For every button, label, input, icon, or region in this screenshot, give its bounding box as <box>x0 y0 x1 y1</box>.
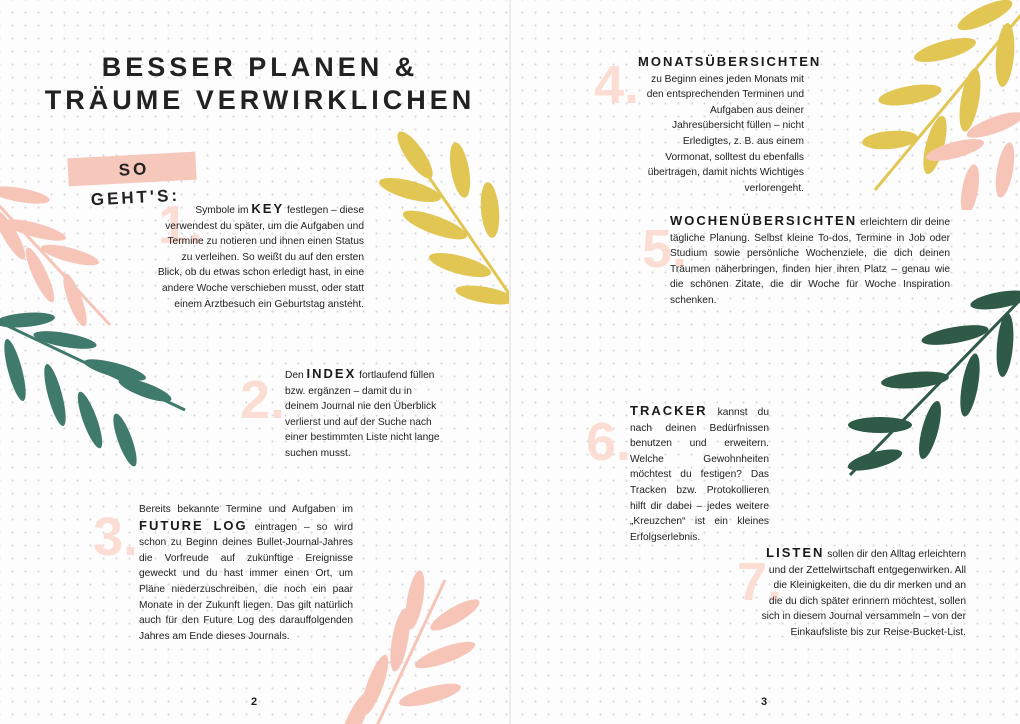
section-4-number: 4. <box>594 55 640 115</box>
green-leaf-branch-left-decoration <box>0 300 195 480</box>
section-5-number: 5. <box>642 219 688 279</box>
section-6-text: TRACKER kannst du nach deinen Bedürfnissen benutzen und erweitern. Welche Gewohnheiten möchtest du festigen? Das Tracken bzw. Protokollieren hilft dir dabei – jedes weitere „Kreuzchen“ ist ein kleines Erfolgserlebnis. <box>630 403 769 543</box>
section-1-keyword: KEY <box>251 201 285 216</box>
section-1-text: Symbole im KEY festlegen – diese verwendest du später, um die Aufgaben und Termine zu notieren und ihnen einen Status zu verleihen. So weißt du auf den ersten Blick, ob du etwas schon erledigt hast, in eine andere Woche verschieben musst, oder statt einem Arztbesuch ein Geburtstag ansteht. <box>157 201 364 310</box>
yellow-leaf-branch-decoration <box>375 125 510 310</box>
section-3-text: Bereits bekannte Termine und Aufgaben im FUTURE LOG eintragen – so wird schon zu Beginn deines Bullet-Journal-Jahres die Vorfreude auf zukünftige Ereignisse geweckt und du hast immer einen Ort, um Pläne niederzuschreiben, die noch ein paar Monate in der Zukunft liegen. Das gilt natürlich auch für den Future Log des darauffolgenden Jahres am Ende dieses Journals. <box>139 504 353 642</box>
book-spine <box>509 0 511 724</box>
section-6-keyword: TRACKER <box>630 403 708 418</box>
page-title-line-1: BESSER PLANEN & <box>101 52 419 82</box>
subtitle: SO GEHT'S: <box>90 159 181 210</box>
page-number-right: 3 <box>761 696 768 708</box>
section-3-number: 3. <box>93 507 139 567</box>
section-4-keyword: MONATSÜBERSICHTEN <box>638 54 822 69</box>
section-2-text: Den INDEX fortlaufend füllen bzw. ergänzen – damit du in deinem Journal nie den Überblick verlierst und auf der Suche nach einer bestimmten Liste nicht lange suchen musst. <box>285 366 440 459</box>
section-5-text: WOCHENÜBERSICHTEN erleichtern dir deine tägliche Planung. Selbst kleine To-dos, Termine in Job oder Studium sowie persönliche Wochenziele, die dich deinen Träumen näherbringen, finden hier ihren Platz – genau wie die schönen Zitate, die dir Woche für Woche Inspiration schenken. <box>670 213 950 306</box>
yellow-pink-leaf-branch-decoration <box>855 0 1020 210</box>
section-7-text: LISTEN sollen dir den Alltag erleichtern und der Zettelwirtschaft entgegenwirken. All die Kleinigkeiten, die du dir merken und an die du dich später erinnern möchtest, sollen sich in diesem Journal versammeln – von der Einkaufsliste bis zur Reise-Bucket-List. <box>761 545 966 638</box>
section-1-number: 1. <box>158 195 204 255</box>
page-number-left: 2 <box>251 696 258 708</box>
section-2-keyword: INDEX <box>306 366 357 381</box>
section-3-keyword: FUTURE LOG <box>139 517 248 533</box>
section-2-number: 2. <box>240 370 286 430</box>
section-7-number: 7. <box>737 552 783 612</box>
section-7-keyword: LISTEN <box>766 545 825 560</box>
right-page <box>510 0 1020 724</box>
section-6-number: 6. <box>586 412 632 472</box>
section-4-text: MONATSÜBERSICHTEN zu Beginn eines jeden Monats mit den entsprechenden Terminen und Aufgaben aus deiner Jahresübersicht füllen – nicht Erledigtes, z. B. aus einem Vormonat, solltest du ebenfalls übertragen, damit nichts Wichtiges verlorengeht. <box>638 54 822 194</box>
page-title-line-2: TRÄUME VERWIRKLICHEN <box>44 85 476 115</box>
section-5-keyword: WOCHENÜBERSICHTEN <box>670 213 858 228</box>
